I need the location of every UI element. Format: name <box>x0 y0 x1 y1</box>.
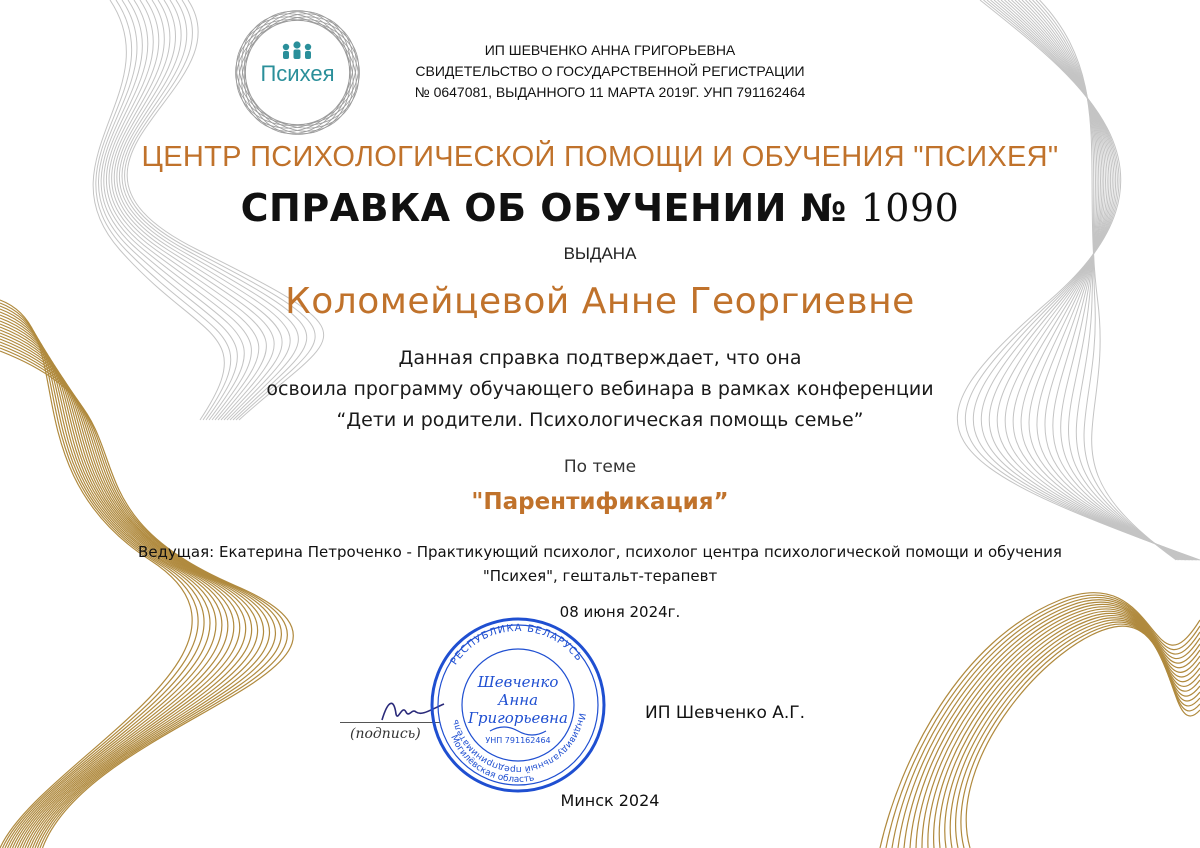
lecturer-line-2: "Психея", гештальт-терапевт <box>482 567 718 585</box>
registration-owner: ИП ШЕВЧЕНКО АННА ГРИГОРЬЕВНА <box>484 42 736 58</box>
seal-name-2: Анна <box>497 691 539 709</box>
registration-certificate: СВИДЕТЕЛЬСТВО О ГОСУДАРСТВЕННОЙ РЕГИСТРАЦИИ <box>415 63 805 79</box>
signature-caption: (подпись) <box>350 726 421 742</box>
seal-region: Могилёвская область <box>448 733 536 786</box>
registration-block <box>370 40 850 103</box>
document-title <box>0 186 1200 230</box>
seal-entrepreneur: Индивидуальный предприниматель <box>450 712 587 775</box>
topic-title: "Парентификация” <box>471 489 729 515</box>
city-year: Минск 2024 <box>560 791 660 810</box>
confirmation-text <box>0 343 1200 436</box>
document-title-text: СПРАВКА ОБ ОБУЧЕНИИ № <box>240 186 861 230</box>
issued-label: ВЫДАНА <box>563 244 637 263</box>
seal-country: РЕСПУБЛИКА БЕЛАРУСЬ <box>448 622 585 668</box>
topic-label: По теме <box>563 457 637 477</box>
people-icon <box>283 41 311 59</box>
recipient-name: Коломейцевой Анне Георгиевне <box>285 281 915 322</box>
logo <box>230 5 365 140</box>
issue-date: 08 июня 2024г. <box>559 603 681 621</box>
lecturer-line-1: Ведущая: Екатерина Петроченко - Практикующий психолог, психолог центра психологической помощи и обучения <box>138 543 1062 561</box>
official-seal <box>428 615 608 795</box>
confirmation-line-1: Данная справка подтверждает, что она <box>398 347 802 369</box>
seal-name-1: Шевченко <box>477 673 559 691</box>
seal-ornament-icon <box>490 727 546 735</box>
seal-name-3: Григорьевна <box>467 709 569 727</box>
center-name: ЦЕНТР ПСИХОЛОГИЧЕСКОЙ ПОМОЩИ И ОБУЧЕНИЯ "ПСИХЕЯ" <box>141 141 1059 173</box>
document-number: 1090 <box>860 186 960 230</box>
confirmation-line-2: освоила программу обучающего вебинара в рамках конференции <box>266 378 934 400</box>
seal-unp: УНП 791162464 <box>485 736 551 745</box>
registration-number: № 0647081, ВЫДАННОГО 11 МАРТА 2019Г. УНП 791162464 <box>414 84 806 100</box>
lecturer-info <box>0 540 1200 588</box>
signer-name: ИП Шевченко А.Г. <box>645 703 806 723</box>
confirmation-line-3: “Дети и родители. Психологическая помощь семье” <box>336 409 864 431</box>
wave-line <box>892 597 1200 848</box>
svg-text:РЕСПУБЛИКА БЕЛАРУСЬ <box>449 623 585 667</box>
logo-wordmark: Психея <box>260 61 335 86</box>
